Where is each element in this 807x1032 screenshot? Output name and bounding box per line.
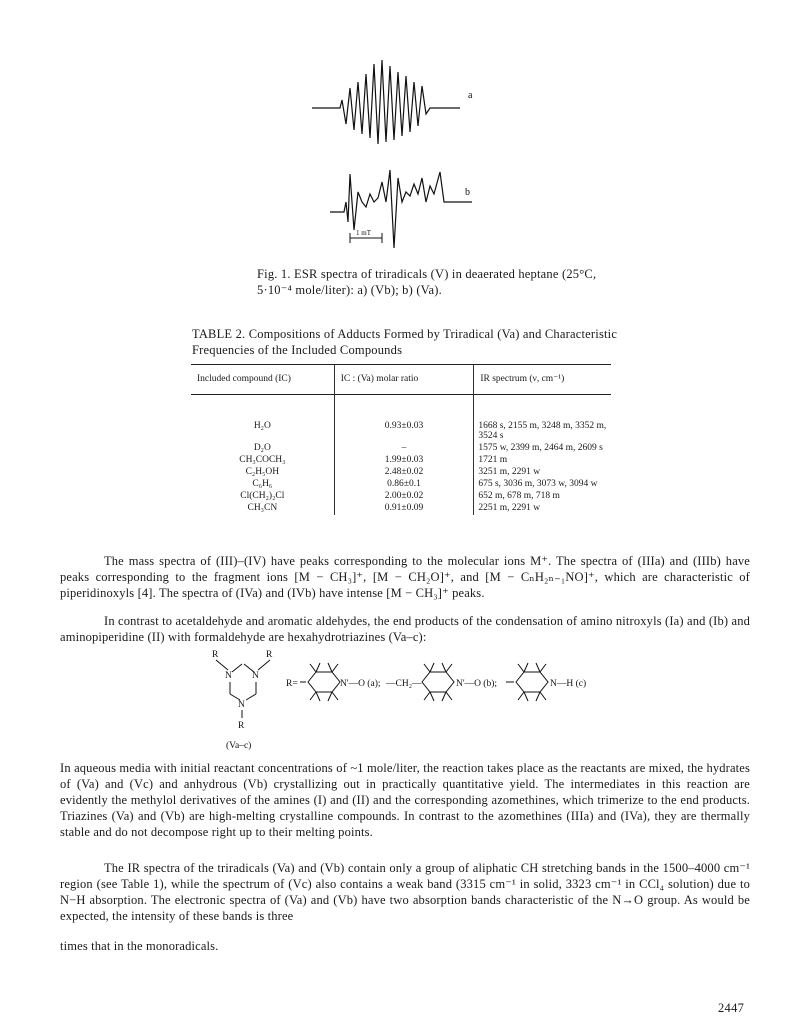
spectrum-b-label: b: [465, 187, 470, 198]
paragraph-condensation: In contrast to acetaldehyde and aromatic aldehydes, the end products of the condensation of amino nitroxyls (Ia) and (Ib) and aminopiperidine (II) with formaldehyde are hexahydrotriazines (Va–c):: [60, 614, 750, 644]
table-row: [191, 502, 611, 515]
scheme-r-definition: R=: [286, 679, 298, 689]
table-row: [191, 490, 611, 502]
cell-ir: 652 m, 678 m, 718 m: [474, 490, 611, 502]
table-row: [191, 454, 611, 466]
scheme-n-left: N: [225, 671, 232, 681]
cell-ratio: 0.86±0.1: [334, 478, 474, 490]
scheme-n-bottom: N: [238, 700, 245, 710]
cell-ratio: 0.93±0.03: [334, 395, 474, 443]
scheme-substituent-b: N'—O (b);: [456, 679, 498, 689]
cell-compound: D₂O: [253, 443, 271, 453]
paragraph-mass-spectra: The mass spectra of (III)–(IV) have peaks corresponding to the molecular ions M⁺. The spectra of (IIIa) and (IIIb) have peaks corresponding to the fragment ions [M − CH₃]⁺, [M − CH₂O]⁺, and [M − CₙH₂ₙ₋₁NO]⁺, which are characteristic of piperidinoxyls [4]. The spectra of (IVa) and (IVb) have intense [M − CH₃]⁺ peaks.: [60, 554, 750, 600]
cell-ir: 675 s, 3036 m, 3073 w, 3094 w: [474, 478, 611, 490]
cell-compound: C₆H₆: [252, 479, 273, 489]
spectrum-a: [312, 60, 460, 144]
cell-compound: Cl(CH₂)₂Cl: [240, 491, 285, 501]
scheme-substituent-c: N—H (c): [550, 679, 587, 689]
spectrum-a-trace: [312, 60, 460, 144]
cell-ir: 1668 s, 2155 m, 3248 m, 3352 m, 3524 s: [474, 395, 611, 443]
header-ir-spectrum: IR spectrum (ν, cm⁻¹): [474, 365, 611, 395]
header-molar-ratio: IC : (Va) molar ratio: [334, 365, 474, 395]
table-title: TABLE 2. Compositions of Adducts Formed by Triradical (Va) and Characteristic Frequencies of the Included Compounds: [192, 327, 618, 357]
cell-ratio: 2.00±0.02: [334, 490, 474, 502]
paragraph-ir-spectra: [60, 860, 750, 924]
figure-caption: Fig. 1. ESR spectra of triradicals (V) in deaerated heptane (25°C, 5·10⁻⁴ mole/liter): a) (Vb); b) (Va).: [257, 267, 597, 297]
scheme-r-bottom: R: [238, 721, 245, 731]
scale-bar-label: 1 mT: [356, 229, 371, 237]
cell-ir: 1575 w, 2399 m, 2464 m, 2609 s: [474, 442, 611, 454]
cell-ratio: 2.48±0.02: [334, 466, 474, 478]
page-number: 2447: [718, 1001, 745, 1015]
scheme-n-right: N: [252, 671, 259, 681]
table-row: [191, 466, 611, 478]
cell-ir: 1721 m: [474, 454, 611, 466]
table-row: [191, 395, 611, 443]
cell-ratio: 1.99±0.03: [334, 454, 474, 466]
scheme-compound-label: (Va–c): [226, 741, 252, 751]
cell-compound: H₂O: [253, 421, 271, 431]
cell-ir: 2251 m, 2291 w: [474, 502, 611, 515]
adducts-table: [191, 364, 611, 515]
table-row: [191, 478, 611, 490]
nitroxyl-group-symbol: N→O: [612, 893, 644, 907]
paragraph-ir-spectra-end: group. As would be expected, the intensity of these bands is three: [60, 893, 750, 923]
paragraph-ir-spectra-text: The IR spectra of the triradicals (Va) and (Vb) contain only a group of aliphatic CH stretching bands in the 1500–4000 cm⁻¹ region (see Table 1), while the spectrum of (Vc) also contains a weak band (3315 cm⁻¹ in solid, 3323 cm⁻¹ in CCl₄ solution) due to N−H absorption. The electronic spectra of (Va) and (Vb) have two absorption bands characteristic of the: [60, 861, 750, 907]
spectrum-a-label: a: [468, 90, 473, 101]
spectrum-b-trace: [330, 170, 472, 248]
cell-ratio: 0.91±0.09: [334, 502, 474, 515]
esr-spectra-figure: [300, 52, 500, 252]
cell-ratio: –: [334, 442, 474, 454]
cell-compound: CH₃COCH₃: [239, 455, 286, 465]
cell-compound: C₂H₅OH: [245, 467, 280, 477]
triazine-scheme: [200, 648, 620, 752]
spectrum-b: [330, 170, 472, 248]
scheme-substituent-a: N'—O (a);: [340, 679, 381, 689]
scheme-r-top-left: R: [212, 650, 219, 660]
table-header-row: [191, 365, 611, 395]
table-row: [191, 442, 611, 454]
paragraph-monoradicals: times that in the monoradicals.: [60, 939, 219, 953]
paragraph-aqueous-media: In aqueous media with initial reactant concentrations of ~1 mole/liter, the reaction takes place as the reactants are mixed, the hydrates of (Va) and (Vc) and anhydrous (Vb) crystallizing out in practically quantitative yield. The intermediates in this reaction are evidently the methylol derivatives of the amines (I) and (II) and the corresponding azomethines, which trimerize to the end products. Triazines (Va) and (Vb) are high-melting crystalline compounds. In contrast to the azomethines (IIIa) and (IVa), they are thermally stable and do not decompose right up to their melting points.: [60, 761, 750, 839]
piperidine-ring-b: [422, 663, 454, 701]
piperidine-ring-c: [506, 663, 548, 701]
cell-ir: 3251 m, 2291 w: [474, 466, 611, 478]
header-included-compound: Included compound (IC): [191, 365, 334, 395]
cell-compound: CH₃CN: [247, 503, 278, 513]
scheme-ch2-linker: —CH₂—: [386, 679, 422, 689]
scheme-r-top-right: R: [266, 650, 273, 660]
piperidine-ring-a: [300, 663, 340, 701]
